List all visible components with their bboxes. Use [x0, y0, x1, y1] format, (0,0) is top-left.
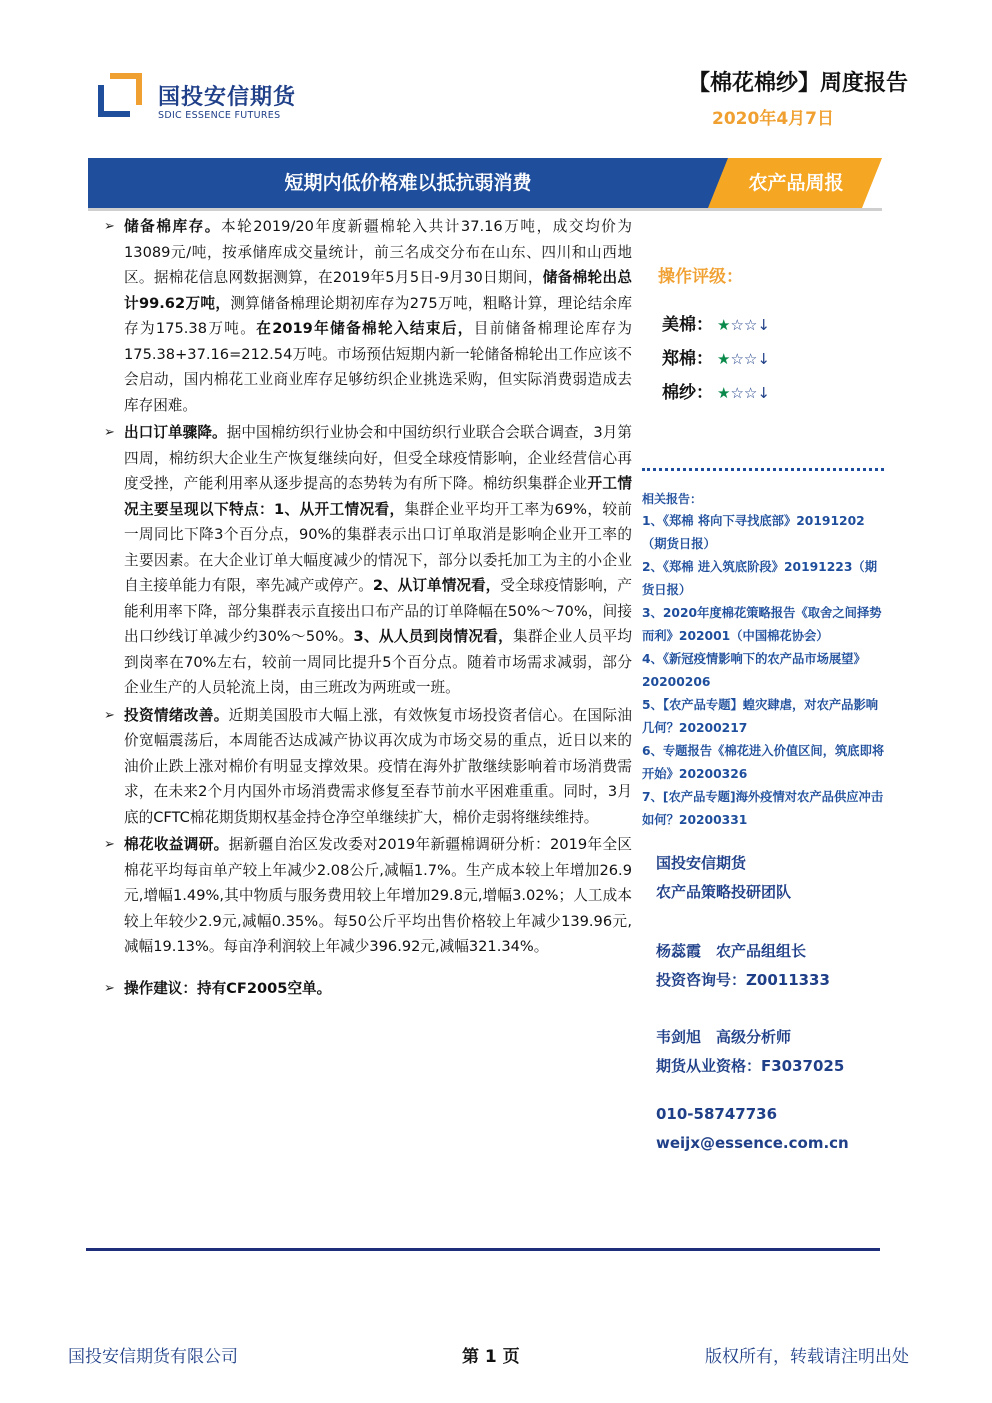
section-emphasis: 开工情况主要呈现以下特点：1、从开工情况看，: [124, 475, 632, 518]
rating-stars: [717, 350, 770, 368]
banner-shadow: [88, 208, 882, 211]
section-text: 目前储备棉理论库存为175.38+37.16=212.54万吨。市场预估短期内新一轮储备棉轮出工作应该不会启动，国内棉花工业商业库存足够纺织企业挑选采购，但实际消费弱造成去库存困难。: [124, 320, 632, 414]
banner-tag: 农产品周报: [748, 172, 844, 194]
section-text: 本轮2019/20年度新疆棉轮入共计37.16万吨，成交均价为13089元/吨，按承储库成交量统计，前三名成交分布在山东、四川和山西地区。据棉花信息网数据测算，在2019年5月5日-9月30日期间，: [124, 218, 632, 286]
section-reserve-stock: [104, 214, 632, 418]
arrow-down-icon: ↓: [757, 316, 770, 334]
related-report-link[interactable]: 2、《郑棉 进入筑底阶段》20191223（期货日报）: [642, 560, 877, 597]
section-export-orders: [104, 420, 632, 701]
star-empty-icon: ☆☆: [730, 316, 758, 334]
star-empty-icon: ☆☆: [730, 384, 758, 402]
star-full-icon: ★: [717, 384, 731, 402]
main-content: [104, 214, 632, 1003]
bullet-arrow-icon: ➢: [104, 980, 115, 996]
analyst2-name: 韦剑旭 高级分析师: [656, 1028, 792, 1046]
company-name-cn: 国投安信期货: [158, 85, 297, 110]
section-heading: 棉花收益调研。: [124, 836, 229, 853]
related-report-link[interactable]: 4、《新冠疫情影响下的农产品市场展望》20200206: [642, 652, 866, 689]
bullet-arrow-icon: ➢: [104, 219, 115, 234]
analyst1-license: 投资咨询号：Z0011333: [656, 971, 830, 989]
related-reports-list: [642, 510, 888, 832]
section-text: 近期美国股市大幅上涨，有效恢复市场投资者信心。在国际油价宽幅震荡后，本周能否达成减产协议再次成为市场交易的重点，近日以来的油价止跌上涨对棉价有明显支撑效果。疫情在海外扩散继续影响着市场消费需求，在未来2个月内国外市场消费需求修复至春节前水平困难重重。同时，3月底的CFTC棉花期货期权基金持仓净空单继续扩大，棉价走弱将继续维持。: [124, 706, 632, 826]
arrow-down-icon: ↓: [757, 384, 770, 402]
related-report-link[interactable]: 1、《郑棉 将向下寻找底部》20191202（期货日报）: [642, 514, 865, 551]
section-text: 集群企业人员平均到岗率在70%左右，较前一周同比提升5个百分点。随着市场需求减弱，部分企业生产的人员轮流上岗，由三班改为两班或一班。: [124, 628, 632, 696]
footer-divider: [86, 1248, 880, 1251]
section-emphasis: 3、从人员到岗情况看，: [353, 628, 514, 645]
company-name-en: SDIC ESSENCE FUTURES: [158, 110, 281, 121]
bullet-arrow-icon: ➢: [104, 837, 115, 852]
section-text: 测算储备棉理论期初库存为275万吨，粗略计算，理论结余库存为175.38万吨。: [124, 294, 633, 337]
contact-phone[interactable]: 010-58747736: [656, 1105, 778, 1123]
report-date: 2020年4月7日: [712, 109, 834, 129]
section-emphasis: 储备棉轮出总计99.62万吨，: [124, 269, 632, 312]
section-cotton-income: [104, 832, 632, 960]
arrow-down-icon: ↓: [757, 350, 770, 368]
section-text: 据中国棉纺织行业协会和中国纺织行业联合会联合调查，3月第四周，棉纺织大企业生产恢复继续向好，但受全球疫情影响，企业经营信心再度受挫，产能利用率从逐步提高的态势转为有所下降。棉纺织集群企业: [124, 424, 632, 492]
dotted-divider: [642, 468, 884, 471]
logo-blue-bracket: [98, 85, 130, 117]
section-investor-sentiment: [104, 703, 632, 831]
page-number: 第 1 页: [462, 1347, 520, 1367]
rating-label: 郑棉：: [662, 349, 713, 369]
section-text: 集群企业平均开工率为69%，较前一周同比下降3个百分点，90%的集群表示出口订单取消是影响企业开工率的主要因素。在大企业订单大幅度减少的情况下，部分以委托加工为主的小企业自主接单能力有限，率先减产或停产。: [124, 500, 632, 594]
bullet-arrow-icon: ➢: [104, 707, 115, 723]
operation-advice: [104, 976, 632, 1002]
analyst2-license: 期货从业资格：F3037025: [656, 1057, 845, 1075]
footer-copyright: 版权所有，转载请注明出处: [705, 1347, 909, 1367]
star-full-icon: ★: [717, 350, 731, 368]
rating-stars: [717, 384, 770, 402]
related-report-link[interactable]: 3、2020年度棉花策略报告《取舍之间择势而利》202001（中国棉花协会）: [642, 606, 882, 643]
related-reports-heading: 相关报告：: [642, 492, 703, 506]
banner-title: 短期内低价格难以抵抗弱消费: [284, 172, 532, 194]
section-heading: 投资情绪改善。: [124, 706, 229, 724]
section-heading: 储备棉库存。: [124, 218, 221, 235]
contact-email[interactable]: weijx@essence.com.cn: [656, 1134, 849, 1152]
section-text: 据新疆自治区发改委对2019年新疆棉调研分析：2019年全区棉花平均每亩单产较上年减少2.08公斤,减幅1.7%。生产成本较上年增加26.9元,增幅1.49%,其中物质与服务费用较上年增加29.8元,增幅3.02%；人工成本较上年较少2.9元,减幅0.35%。每50公斤平均出售价格较上年减少139.96元,减幅19.13%。每亩净利润较上年减少396.92元,减幅321.34%。: [124, 836, 632, 955]
team-company: 国投安信期货: [656, 854, 747, 872]
star-empty-icon: ☆☆: [730, 350, 758, 368]
rating-us-cotton: [662, 310, 770, 335]
rating-title: 操作评级：: [658, 267, 743, 287]
related-report-link[interactable]: 7、[农产品专题]海外疫情对农产品供应冲击如何？20200331: [642, 790, 884, 827]
star-full-icon: ★: [717, 316, 731, 334]
team-group: 农产品策略投研团队: [656, 883, 792, 901]
bullet-arrow-icon: ➢: [104, 425, 115, 440]
analyst1-name: 杨蕊霞 农产品组组长: [656, 942, 807, 960]
rating-label: 棉纱：: [662, 383, 713, 403]
section-text: 受全球疫情影响，产能利用率下降，部分集群表示直接出口布产品的订单降幅在50%～70%，间接出口纱线订单减少约30%～50%。: [124, 577, 632, 645]
related-report-link[interactable]: 6、专题报告《棉花进入价值区间，筑底即将开始》20200326: [642, 744, 885, 781]
footer-company: 国投安信期货有限公司: [68, 1347, 238, 1367]
company-logo: [98, 73, 142, 117]
section-emphasis: 2、从订单情况看，: [372, 577, 501, 594]
rating-cotton-yarn: [662, 378, 770, 403]
rating-label: 美棉：: [662, 315, 713, 335]
section-heading: 出口订单骤降。: [124, 424, 227, 441]
rating-stars: [717, 316, 770, 334]
section-emphasis: 在2019年储备棉轮入结束后，: [256, 320, 474, 337]
report-title: 【棉花棉纱】周度报告: [687, 71, 908, 96]
related-report-link[interactable]: 5、【农产品专题】蝗灾肆虐，对农产品影响几何？20200217: [642, 698, 879, 735]
rating-zz-cotton: [662, 344, 770, 369]
advice-text: 操作建议：持有CF2005空单。: [124, 979, 332, 997]
